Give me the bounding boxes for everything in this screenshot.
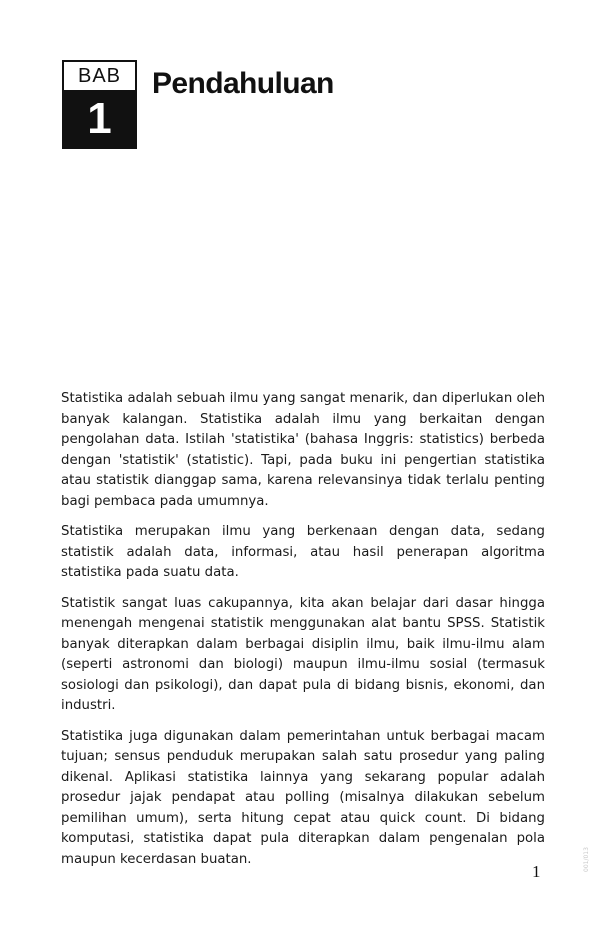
- paragraph-4: Statistika juga digunakan dalam pemerintahan untuk berbagai macam tujuan; sensus penduduk merupakan salah satu prosedur yang paling dikenal. Aplikasi statistika lainnya yang sekarang popular adalah prosedur jajak pendapat atau polling (misalnya dilakukan sebelum pemilihan umum), serta hitung cepat atau quick count. Di bidang komputasi, statistika dapat pula diterapkan dalam pengenalan pola maupun kecerdasan buatan.: [61, 728, 545, 867]
- paragraph-1: Statistika adalah sebuah ilmu yang sangat menarik, dan diperlukan oleh banyak kalangan. Statistika adalah ilmu yang berkaitan dengan pengolahan data. Istilah 'statistika' (bahasa Inggris: statistics) berbeda dengan 'statistik' (statistic). Tapi, pada buku ini pengertian statistika atau statistik dianggap sama, karena relevansinya tidak terlalu penting bagi pembaca pada umumnya.: [61, 391, 545, 509]
- chapter-number: 1: [64, 90, 135, 147]
- chapter-title: Pendahuluan: [152, 67, 334, 100]
- paragraph-3: Statistik sangat luas cakupannya, kita akan belajar dari dasar hingga menengah mengenai statistik menggunakan alat bantu SPSS. Statistik banyak diterapkan dalam berbagai disiplin ilmu, baik ilmu-ilmu alam (seperti astronomi dan biologi) maupun ilmu-ilmu sosial (termasuk sosiologi dan psikologi), dan dapat pula di bidang bisnis, ekonomi, dan industri.: [61, 595, 545, 713]
- chapter-badge: [62, 60, 137, 149]
- page-number: 1: [532, 862, 541, 881]
- paragraph-2: Statistika merupakan ilmu yang berkenaan dengan data, sedang statistik adalah data, informasi, atau hasil penerapan algoritma statistika pada suatu data.: [61, 524, 545, 580]
- chapter-label: BAB: [77, 65, 122, 87]
- side-mark: 001/013: [583, 847, 590, 872]
- body-text: [61, 389, 545, 880]
